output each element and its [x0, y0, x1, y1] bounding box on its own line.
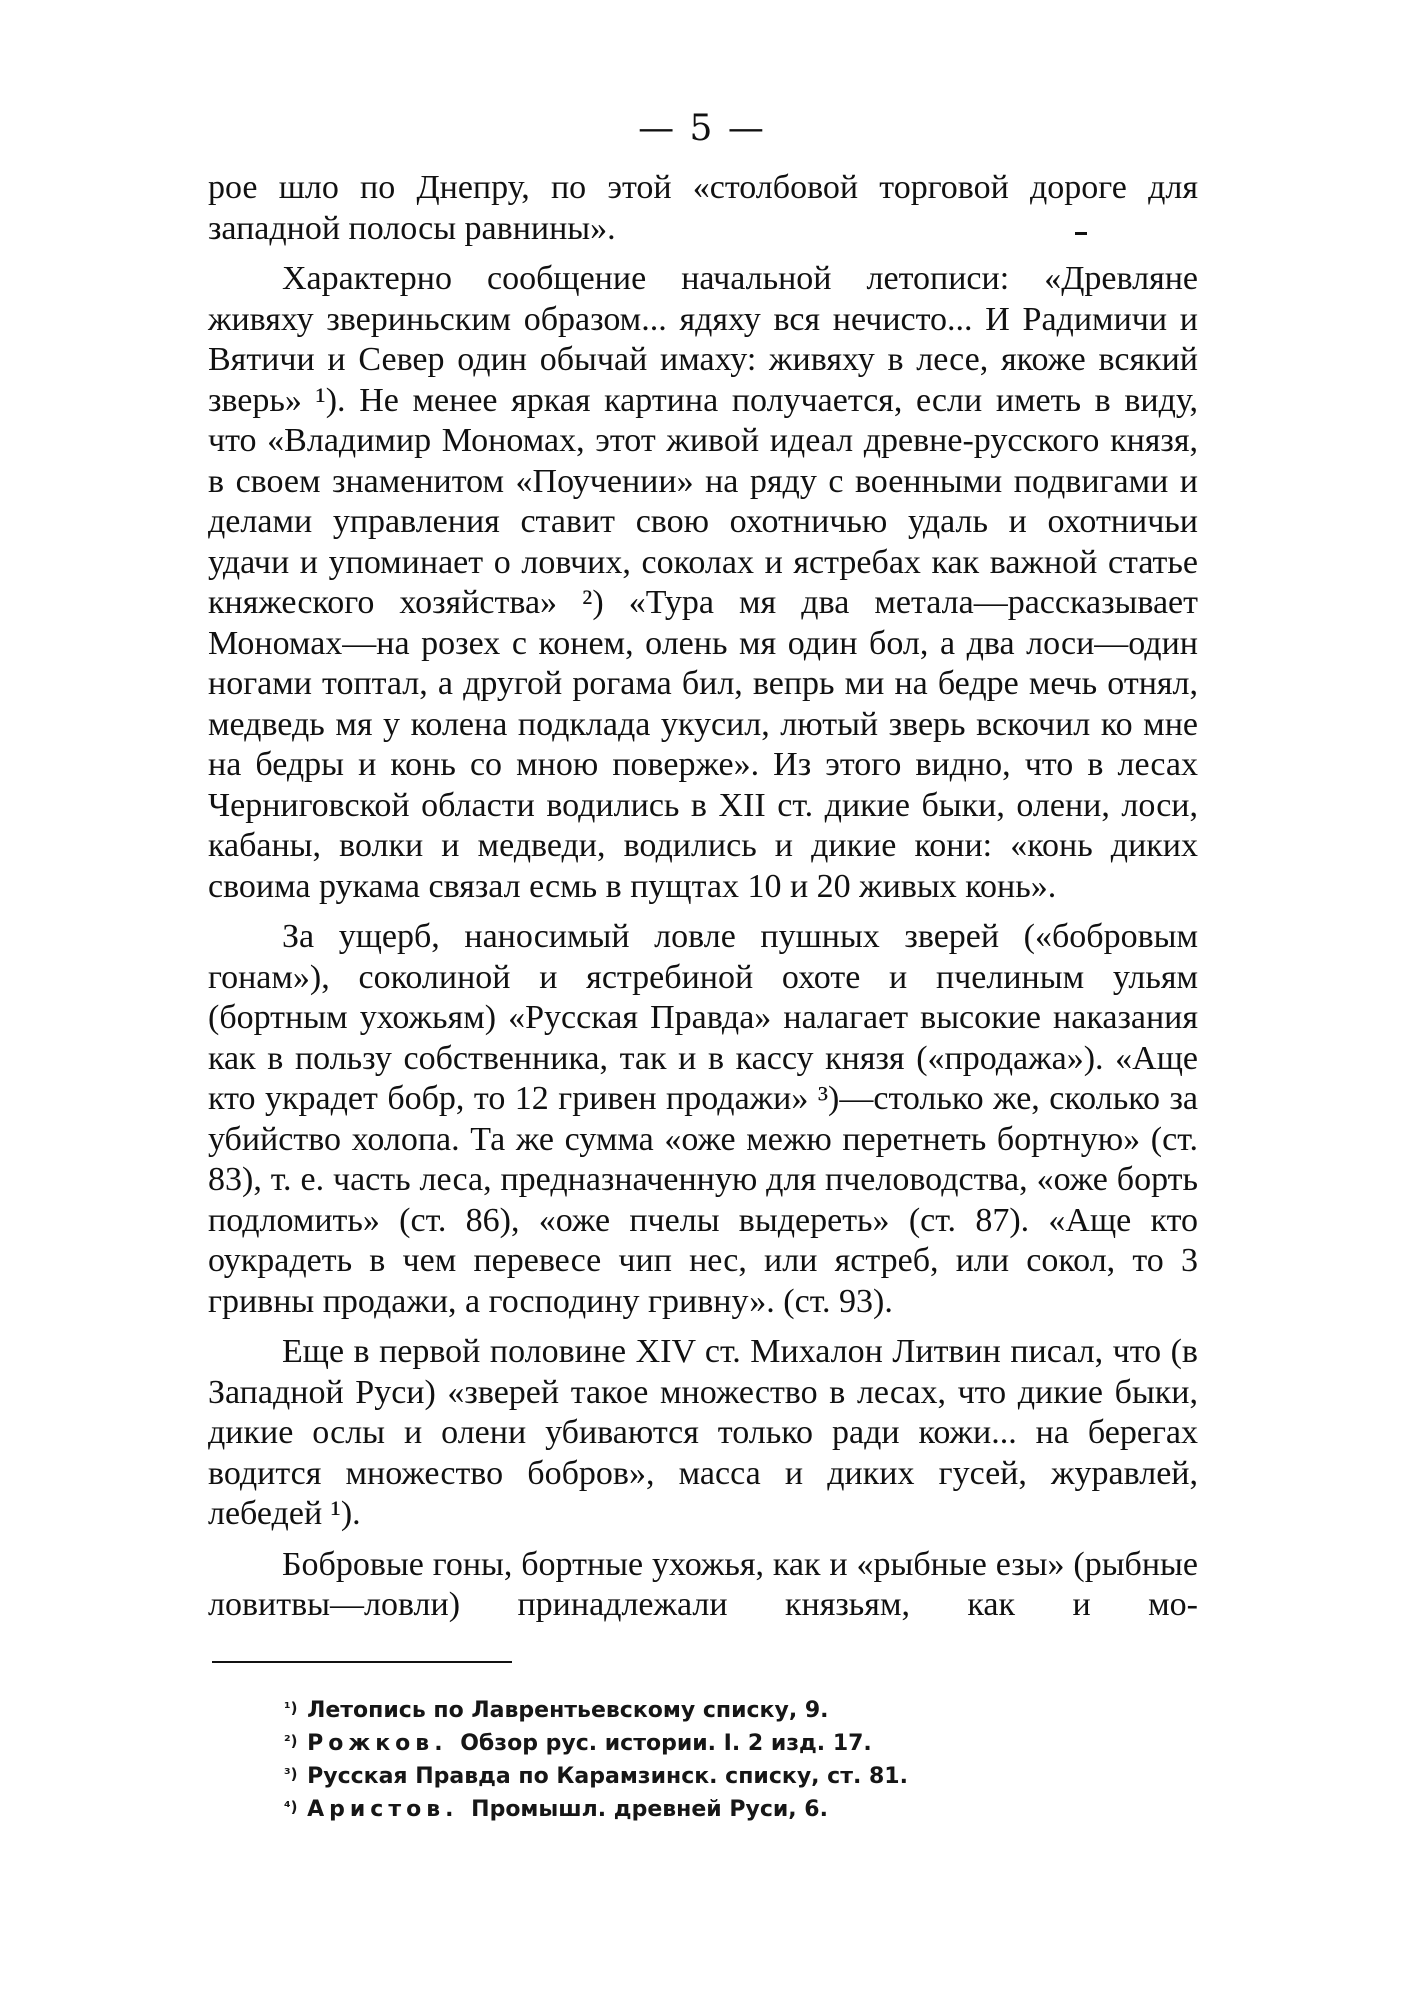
footnote-text: Летопись по Лаврентьевскому списку, 9.	[307, 1698, 829, 1723]
main-text	[208, 168, 1198, 1626]
footnote-mark: ³)	[284, 1765, 298, 1783]
footnote-mark: ⁴)	[284, 1798, 298, 1816]
footnote-author: Рожков.	[307, 1731, 461, 1756]
footnotes	[284, 1694, 1184, 1826]
footnote-text: Обзор рус. истории. I. 2 изд. 17.	[460, 1731, 872, 1756]
page-number: — 5 —	[638, 108, 766, 149]
footnote-1	[284, 1694, 1184, 1727]
footnote-mark: ¹)	[284, 1699, 298, 1717]
paragraph-1: рое шло по Днепру, по этой «столбовой торговой дороге для западной полосы равнины».	[208, 169, 1198, 247]
footnote-text: Русская Правда по Карамзинск. списку, ст. 81.	[307, 1764, 908, 1789]
footnote-3	[284, 1760, 1184, 1793]
footnote-4	[284, 1793, 1184, 1826]
paragraph-2: Характерно сообщение начальной летописи: «Древляне живяху звериньским образом... ядяху вся нечисто... И Радимичи и Вятичи и Север один обычай имаху: живяху в лесе, якоже всякий зверь» ¹). Не менее яркая картина получается, если иметь в виду, что «Владимир Мономах, этот живой идеал древне-русского князя, в своем знаменитом «Поучении» на ряду с военными подвигами и делами управления ставит свою охотничью удаль и охотничьи удачи и упоминает о ловчих, соколах и ястребах как важной статье княжеского хозяйства» ²) «Тура мя два метала—рассказывает Мономах—на розех с конем, олень мя один бол, а два лоси—один ногами топтал, а другой рогама бил, вепрь ми на бедре мечь отнял, медведь мя у колена подклада укусил, лютый зверь вскочил ко мне на бедры и конь со мною поверже». Из этого видно, что в лесах Черниговской области водились в XII ст. дикие быки, олени, лоси, кабаны, волки и медведи, водились и дикие кони: «конь диких своима рукама связал есмь в пущтах 10 и 20 живых конь».	[208, 260, 1198, 905]
paragraph-4: Еще в первой половине XIV ст. Михалон Литвин писал, что (в Западной Руси) «зверей такое множество в лесах, что дикие быки, дикие ослы и олени убиваются только ради кожи... на берегах водится множество бобров», масса и диких гусей, журавлей, лебедей ¹).	[208, 1333, 1198, 1532]
paragraph-3: За ущерб, наносимый ловле пушных зверей («бобровым гонам»), соколиной и ястребиной охоте и пчелиным ульям (бортным ухожьям) «Русская Правда» налагает высокие наказания как в пользу собственника, так и в кассу князя («продажа»). «Аще кто украдет бобр, то 12 гривен продажи» ³)—столько же, сколько за убийство холопа. Та же сумма «оже межю перетнеть бортную» (ст. 83), т. е. часть леса, предназначенную для пчеловодства, «оже борть подломить» (ст. 86), «оже пчелы выдереть» (ст. 87). «Аще кто оукрадеть в чем перевесе чип нес, или ястреб, или сокол, то 3 гривны продажи, а господину гривну». (ст. 93).	[208, 918, 1198, 1320]
footnote-text: Промышл. древней Руси, 6.	[471, 1797, 828, 1822]
footnote-author: Аристов.	[307, 1797, 472, 1822]
footnote-mark: ²)	[284, 1732, 298, 1750]
paragraph-5: Бобровые гоны, бортные ухожья, как и «рыбные езы» (рыбные ловитвы—ловли) принадлежали князьям, как и мо-	[208, 1545, 1198, 1623]
footnote-2	[284, 1727, 1184, 1760]
footnote-separator	[212, 1661, 512, 1663]
